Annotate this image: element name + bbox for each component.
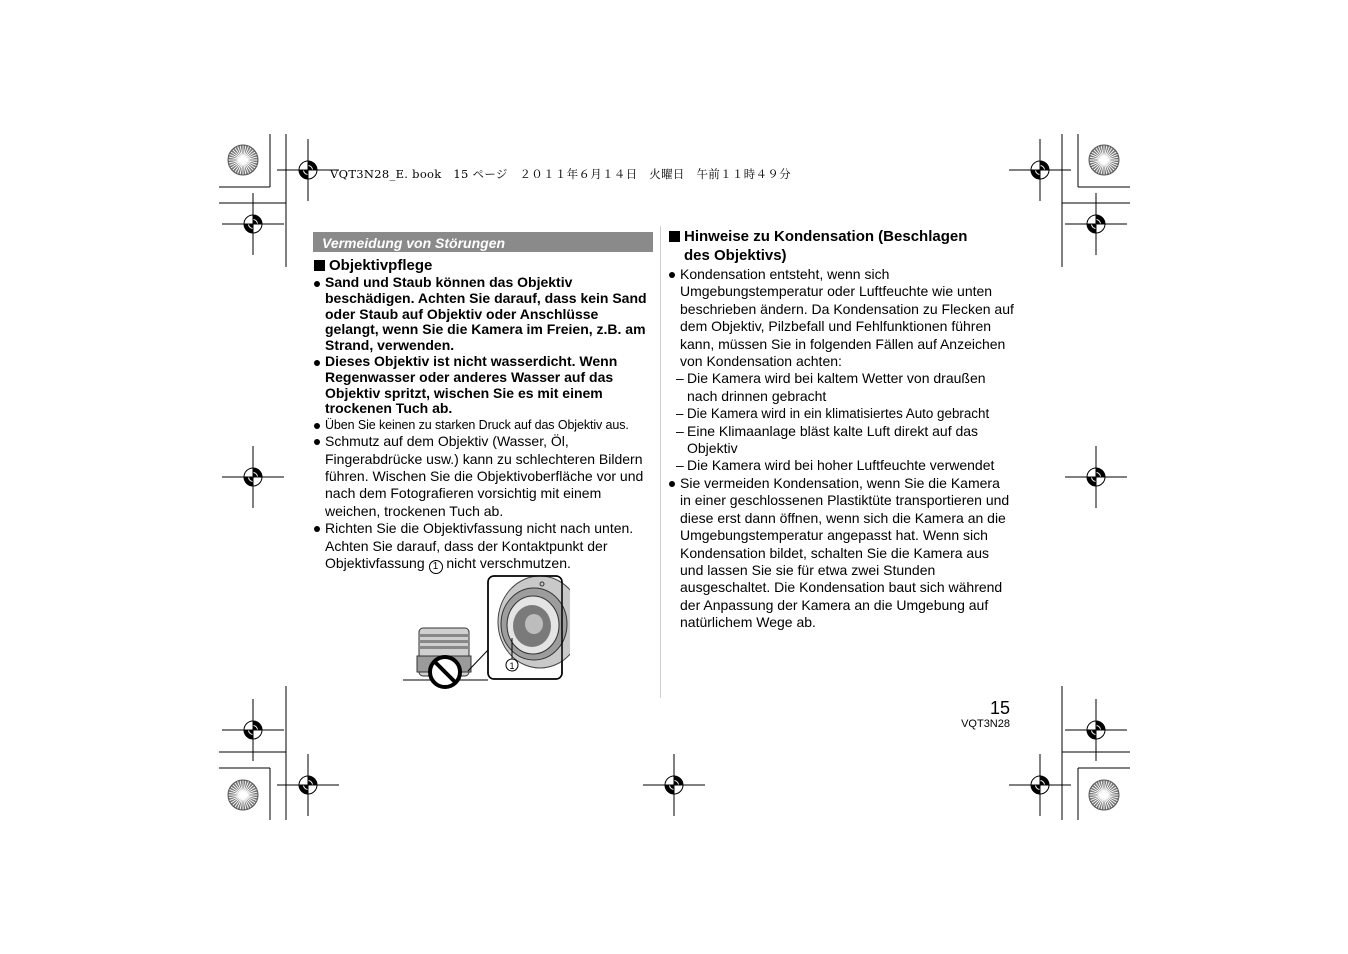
page-code: VQT3N28: [961, 718, 1010, 730]
list-item: Sand und Staub können das Objektiv beschädigen. Achten Sie darauf, dass kein Sand oder Staub auf Objektiv oder Anschlüsse gelangt, wenn Sie die Kamera im Freien, z.B. am Strand, verwenden.: [313, 275, 655, 354]
lens-care-heading: Objektivpflege: [313, 256, 655, 275]
square-bullet-icon: [669, 231, 680, 242]
list-item: Sie vermeiden Kondensation, wenn Sie die Kamera in einer geschlossenen Plastiktüte transportieren und diese erst dann öffnen, wenn sich die Kamera an die Umgebungstemperatur angepasst hat. Wenn sich Kondensation bildet, schalten Sie die Kamera aus und lassen Sie sie für etwa zwei Stunden ausgeschaltet. Die Kondensation baut sich während der Anpassung der Kamera an die Umgebung auf natürlichem Wege ab.: [668, 475, 1014, 632]
condensation-prevention-list: [668, 475, 1014, 632]
condensation-heading: Hinweise zu Kondensation (Beschlagen des Objektivs): [668, 227, 1014, 265]
lens-care-list: [313, 275, 655, 574]
list-item: Schmutz auf dem Objektiv (Wasser, Öl, Fingerabdrücke usw.) kann zu schlechteren Bildern führen. Wischen Sie die Objektivoberfläche vor und nach dem Fotografieren vorsichtig mit einem weichen, trockenen Tuch ab.: [313, 433, 655, 520]
print-header-line: VQT3N28_E. book 15 ページ ２０１１年６月１４日 火曜日 午前１１時４９分: [330, 167, 791, 181]
list-item: – Die Kamera wird bei kaltem Wetter von draußen nach drinnen gebracht: [676, 370, 1014, 405]
figure-callout-label: 1: [509, 661, 515, 671]
right-column: [668, 223, 1014, 632]
left-column: [313, 232, 655, 574]
section-title-bar: Vermeidung von Störungen: [313, 232, 653, 252]
condensation-list: [668, 266, 1014, 370]
condensation-cases-list: [676, 370, 1014, 474]
page-number: 15: [989, 698, 1010, 718]
list-item: – Die Kamera wird in ein klimatisiertes Auto gebracht: [676, 405, 1014, 422]
list-item: Richten Sie die Objektivfassung nicht nach unten. Achten Sie darauf, dass der Kontaktpunkt der Objektivfassung 1 nicht verschmutzen.: [313, 520, 655, 574]
list-item: Kondensation entsteht, wenn sich Umgebungstemperatur oder Luftfeuchte wie unten beschrieben ändern. Da Kondensation zu Flecken auf dem Objektiv, Pilzbefall und Fehlfunktionen führen kann, müssen Sie in folgenden Fällen auf Anzeichen von Kondensation achten:: [668, 266, 1014, 370]
square-bullet-icon: [314, 260, 325, 271]
callout-marker: 1: [429, 560, 443, 574]
list-item: Dieses Objektiv ist nicht wasserdicht. Wenn Regenwasser oder anderes Wasser auf das Objektiv spritzt, wischen Sie es mit einem trockenen Tuch ab.: [313, 354, 655, 417]
list-item: – Eine Klimaanlage bläst kalte Luft direkt auf das Objektiv: [676, 423, 1014, 458]
column-divider: [660, 226, 661, 698]
list-item: Üben Sie keinen zu starken Druck auf das Objektiv aus.: [313, 417, 655, 433]
list-item: – Die Kamera wird bei hoher Luftfeuchte verwendet: [676, 457, 1014, 474]
lens-mount-figure: [400, 574, 570, 694]
prohibition-icon: [430, 657, 460, 687]
